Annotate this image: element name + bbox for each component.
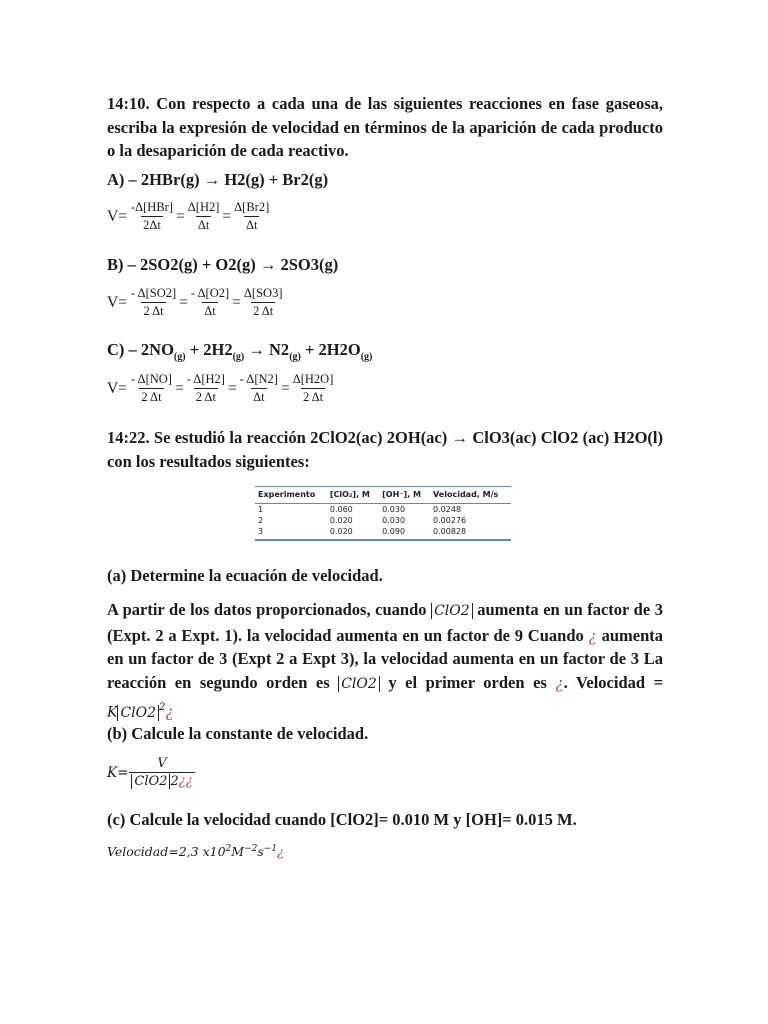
- table-header-row: [255, 487, 511, 504]
- fraction-denominator: 2 Δt: [253, 304, 274, 318]
- table-cell: 0.020: [329, 516, 353, 525]
- problem-14-22-text: 14:22. Se estudió la reacción 2ClO2(ac) 2OH(ac) → ClO3(ac) ClO2 (ac) H2O(l) con los resultados siguientes:: [107, 428, 663, 471]
- answer-a-text: [107, 598, 663, 725]
- answer-text-part: aumenta en un factor de 3 (Expt. 2 a Expt. 1). la velocidad aumenta en un factor de 9 Cuando: [107, 600, 663, 645]
- fraction-denominator: Δt: [245, 218, 258, 232]
- equation-a: V= $\frac{\text{-Δ[HBr]}}{2\Delta t}$ = $\frac{\Delta[H2]}{\Delta t}$ = $\frac{\Delta[Br2]}{\Delta t}$: [107, 200, 270, 232]
- table-cell: 0.00828: [430, 526, 511, 540]
- unit-molarity: M: [231, 844, 245, 860]
- unknown-glyph: ¿: [277, 844, 284, 860]
- exponent: 2: [159, 702, 166, 713]
- table-cell: 3: [255, 526, 327, 540]
- exponent: −2: [244, 844, 258, 854]
- k-symbol: K=: [107, 764, 129, 781]
- fraction-term: [291, 372, 336, 405]
- clo2-bracket: ClO2: [431, 603, 473, 619]
- table-cell: 1: [258, 505, 264, 514]
- fraction-numerator: -Δ[HBr]: [130, 200, 173, 214]
- gas-subscript: (g): [232, 351, 245, 363]
- fraction-denominator: Δt: [197, 218, 210, 232]
- fraction-denominator: 2 Δt: [195, 390, 216, 404]
- answer-text-part: . Velocidad =: [563, 672, 663, 692]
- fraction-denominator: Δt: [253, 390, 265, 404]
- gas-subscript: (g): [360, 351, 373, 363]
- column-header: Experimento: [255, 487, 327, 504]
- unit-seconds: s: [257, 844, 264, 860]
- experiment-table: [255, 486, 511, 541]
- fraction-term: [129, 372, 174, 405]
- velocity-symbol: V=: [107, 379, 127, 397]
- denominator-text: 2: [170, 774, 179, 789]
- fraction-numerator: - Δ[N2]: [239, 372, 278, 386]
- equation-c: V= $\frac{- \Delta[NO]}{2 \Delta t}$ = $\frac{- \Delta[H2]}{2 \Delta t}$ = $\frac{- \Delta[N2]}{\Delta t}$ = $\frac{\Delta[H2O]}{2 \Delta t}$: [107, 372, 334, 404]
- reaction-c-part: C) – 2NO: [107, 340, 174, 359]
- fraction-term: [186, 200, 222, 233]
- reaction-c-part: → N2: [244, 340, 290, 359]
- answer-text-part: y el primer orden es: [379, 672, 556, 692]
- velocity-symbol: V=: [107, 293, 127, 311]
- exponent: 2: [225, 844, 232, 854]
- fraction-numerator: Δ[H2O]: [292, 372, 334, 386]
- answer-text-part: A partir de los datos proporcionados, cuando: [107, 600, 432, 619]
- fraction-numerator: - Δ[O2]: [190, 286, 230, 300]
- table-cell: 0.030: [382, 516, 406, 525]
- column-header: [ClO₂], M: [327, 487, 379, 504]
- table-cell: 0.030: [382, 505, 406, 514]
- fraction-denominator: 2 Δt: [302, 390, 324, 404]
- fraction-numerator: Δ[Br2]: [234, 200, 270, 214]
- velocity-symbol: V=: [107, 207, 127, 225]
- k-formula: [107, 756, 196, 789]
- rate-constant-symbol: K: [107, 704, 118, 721]
- fraction-denominator: 2 Δt: [143, 304, 164, 318]
- clo2-bracket: ClO2: [338, 676, 380, 692]
- fraction-term: [232, 200, 271, 233]
- clo2-bracket: ClO2: [131, 774, 170, 789]
- answer-text: Velocidad=2,3 x10: [107, 844, 226, 860]
- table-row: [255, 526, 511, 540]
- question-b: (b) Calcule la constante de velocidad.: [107, 724, 369, 743]
- column-header: [OH⁻], M: [379, 487, 430, 504]
- unknown-glyph: ¿: [165, 701, 174, 721]
- table-cell: 2: [258, 516, 264, 525]
- fraction-numerator: - Δ[SO2]: [130, 286, 177, 300]
- unknown-glyph: ¿¿: [178, 774, 193, 789]
- fraction-term: [189, 286, 231, 319]
- table-row: [255, 504, 511, 516]
- fraction-numerator: Δ[H2]: [187, 200, 220, 214]
- fraction-term: [129, 200, 175, 233]
- equation-b: V= $\frac{- \Delta[SO2]}{2 \Delta t}$ = $\frac{- \Delta[O2]}{\Delta t}$ = $\frac{\Delta[SO3]}{2 \Delta t}$: [107, 286, 283, 318]
- answer-text-part: aumenta en un factor de 3 (Expt 2 a Expt 3), la velocidad aumenta en un factor de 3 La reacción en segundo orden es: [107, 625, 663, 692]
- fraction-term: [242, 286, 285, 319]
- fraction-denominator: Δt: [204, 304, 216, 318]
- k-fraction: [129, 756, 194, 789]
- reaction-b: B) – 2SO2(g) + O2(g) → 2SO3(g): [107, 255, 339, 274]
- reaction-c-part: + 2H2: [185, 340, 233, 359]
- fraction-term: [129, 286, 178, 319]
- k-denominator: [129, 772, 194, 789]
- clo2-bracket: ClO2: [117, 705, 159, 721]
- fraction-term: [185, 372, 227, 405]
- fraction-denominator: 2 Δt: [141, 390, 162, 404]
- problem-14-10-text: 14:10. Con respecto a cada una de las siguientes reacciones en fase gaseosa, escriba la expresión de velocidad en términos de la aparición de cada producto o la desaparición de cada reactivo.: [107, 94, 663, 160]
- unknown-glyph: ¿: [588, 625, 597, 645]
- reaction-c: [107, 340, 372, 362]
- fraction-numerator: - Δ[H2]: [186, 372, 225, 386]
- table-cell: 0.090: [379, 526, 430, 540]
- table-cell: 0.0248: [433, 505, 462, 514]
- question-c: (c) Calcule la velocidad cuando [ClO2]= 0.010 M y [OH]= 0.015 M.: [107, 810, 577, 829]
- exponent: −1: [263, 844, 278, 854]
- fraction-numerator: - Δ[NO]: [130, 372, 172, 386]
- table-cell: 0.00276: [433, 516, 467, 525]
- table-cell: 0.060: [329, 505, 353, 514]
- column-header: Velocidad, M/s: [430, 487, 511, 504]
- gas-subscript: (g): [289, 351, 301, 363]
- gas-subscript: (g): [173, 351, 186, 363]
- table-cell: 0.020: [327, 526, 379, 540]
- table-row: [255, 515, 511, 526]
- unknown-glyph: ¿: [555, 672, 564, 692]
- reaction-a: A) – 2HBr(g) → H2(g) + Br2(g): [107, 170, 329, 189]
- fraction-numerator: Δ[SO3]: [243, 286, 283, 300]
- reaction-c-part: + 2H2O: [300, 340, 361, 359]
- question-a: (a) Determine la ecuación de velocidad.: [107, 566, 383, 585]
- fraction-denominator: 2Δt: [143, 218, 161, 232]
- answer-c-formula: [107, 844, 284, 859]
- k-numerator: V: [157, 756, 167, 771]
- fraction-term: [238, 372, 280, 405]
